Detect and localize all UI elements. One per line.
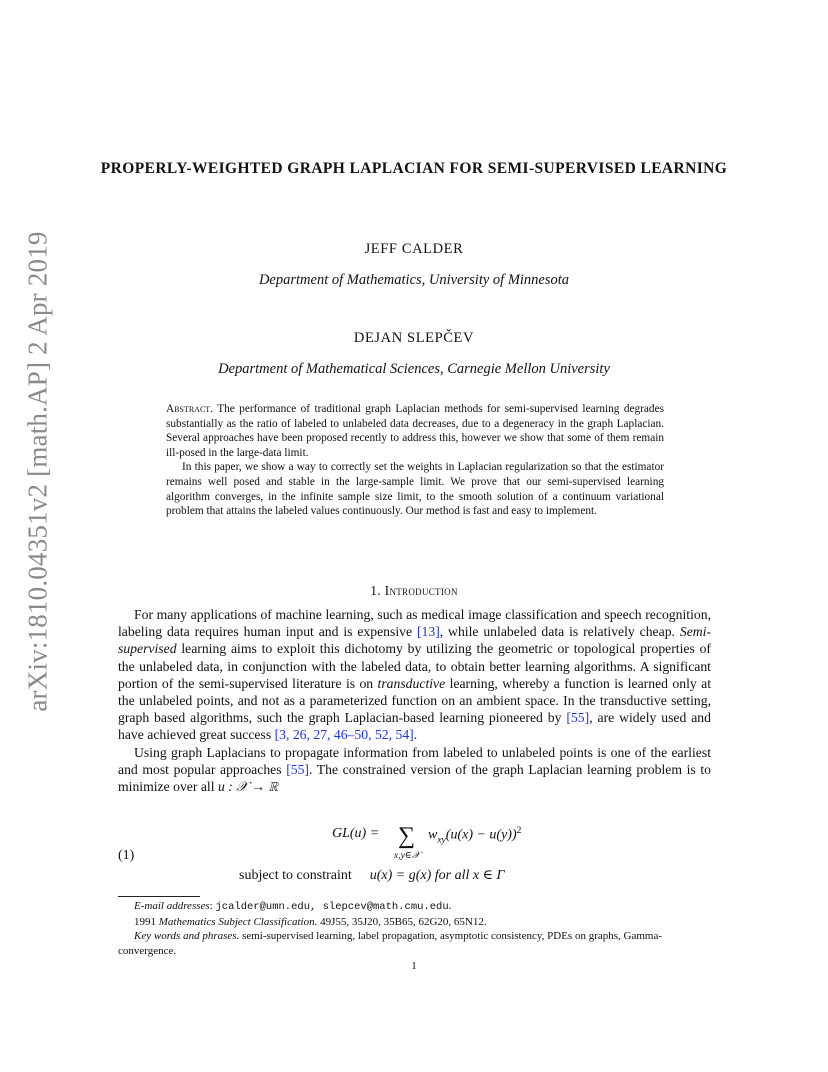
text-run: learning aims to exploit this dichotomy by utilizing the geometric or topological properties of the unlabeled data, in conjunction with the labeled data, to obtain better learning algorithms. A significant portion of the semi-supervised literature is on xyxy=(118,641,711,691)
abstract-paragraph xyxy=(166,402,664,460)
citation-link[interactable]: [55] xyxy=(286,761,309,777)
introduction-body xyxy=(118,606,711,795)
author-affiliation: Department of Mathematics, University of Minnesota xyxy=(258,272,570,288)
text-run: Using graph Laplacians to propagate information from labeled to unlabeled points is one of the earliest and most popular approaches xyxy=(118,744,711,777)
display-equation xyxy=(118,824,711,890)
footnote-label: E-mail addresses xyxy=(134,900,210,912)
text-run: , while unlabeled data is relatively cheap. xyxy=(439,624,680,640)
author-name: JEFF CALDER xyxy=(364,241,464,257)
footnote-text: 49J55, 35J20, 35B65, 62G20, 65N12. xyxy=(320,915,487,928)
footnote-keywords xyxy=(118,929,712,958)
citation-link[interactable]: [13] xyxy=(416,624,440,640)
difference-term: (u(x) − u(y)) xyxy=(445,827,517,843)
equation-lhs: GL(u) = xyxy=(332,826,380,841)
inline-math: u : 𝒳 → ℝ xyxy=(217,779,279,795)
summation-symbol: ∑ xyxy=(398,823,416,849)
equation-constraint xyxy=(239,867,504,884)
abstract-text: The performance of traditional graph Laplacian methods for semi-supervised learning degrades substantially as the ratio of labeled to unlabeled data decreases, due to a degeneracy in the graph Laplacian. Several approaches have been proposed recently to address this, however we show that some of them remain ill-posed in the large-data limit. xyxy=(166,403,664,459)
arxiv-id-text: arXiv:1810.04351v2 [math.AP] 2 Apr 2019 xyxy=(22,230,53,712)
constraint-formula: u(x) = g(x) for all x ∈ Γ xyxy=(369,868,505,883)
emphasis: Semi-supervised xyxy=(118,624,712,657)
weight-symbol: w xyxy=(428,827,438,843)
footnotes xyxy=(118,899,712,958)
equation-rhs xyxy=(428,826,521,845)
equation-number: (1) xyxy=(118,848,135,863)
text-run: For many applications of machine learning, such as medical image classification and speech recognition, labeling data requires human input and is expensive xyxy=(118,607,711,640)
section-number: 1. xyxy=(370,583,381,598)
footnote-label: Key words and phrases. xyxy=(134,930,240,943)
text-run: . The constrained version of the graph Laplacian learning problem is to minimize over all xyxy=(118,761,711,795)
citation-link[interactable]: [55] xyxy=(566,710,590,726)
abstract-label: Abstract. xyxy=(166,403,213,415)
constraint-label: subject to constraint xyxy=(239,868,352,883)
footnote-msc xyxy=(118,915,712,930)
abstract-paragraph: In this paper, we show a way to correctly set the weights in Laplacian regularization so that the estimator remains well posed and stable in the large-sample limit. We prove that our semi-supervised learning algorithm converges, in the infinite sample size limit, to the smooth solution of a continuum variational problem that attains the labeled values continuously. Our method is fast and easy to implement. xyxy=(166,461,664,518)
exponent: 2 xyxy=(516,826,522,836)
summation-index: x,y∈𝒳 xyxy=(394,851,421,861)
weight-subscript: xy xyxy=(437,835,446,846)
text-run: . xyxy=(413,727,418,743)
footnote-divider xyxy=(118,896,200,897)
citation-link[interactable]: [3, 26, 27, 46–50, 52, 54] xyxy=(274,727,414,743)
abstract xyxy=(166,402,664,519)
body-paragraph xyxy=(118,744,711,796)
author-name: DEJAN SLEPČEV xyxy=(353,330,475,346)
footnote-text: semi-supervised learning, label propagation, asymptotic consistency, PDEs on graphs, Gamma-convergence. xyxy=(118,930,663,957)
page-number: 1 xyxy=(411,960,417,972)
footnote-text: 1991 xyxy=(134,915,159,928)
author-affiliation: Department of Mathematical Sciences, Carnegie Mellon University xyxy=(218,361,610,377)
section-title: Introduction xyxy=(384,583,458,598)
footnote-emails: E-mail addresses: jcalder@umn.edu, slepcev@math.cmu.edu. xyxy=(134,900,452,913)
text-run: , are widely used and have achieved great success xyxy=(118,710,711,743)
email-addresses[interactable]: jcalder@umn.edu, slepcev@math.cmu.edu xyxy=(215,901,449,913)
section-heading xyxy=(0,583,828,599)
paper-title: PROPERLY-WEIGHTED GRAPH LAPLACIAN FOR SEMI-SUPERVISED LEARNING xyxy=(100,160,728,177)
text-run: learning, whereby a function is learned only at the unlabeled points, and not as a parameterized function on an ambient space. In the transductive setting, graph based algorithms, such the graph Laplacian-based learning pioneered by xyxy=(118,675,711,726)
emphasis: transductive xyxy=(377,675,446,691)
footnote-label: Mathematics Subject Classification. xyxy=(158,915,318,928)
body-paragraph xyxy=(118,606,711,744)
